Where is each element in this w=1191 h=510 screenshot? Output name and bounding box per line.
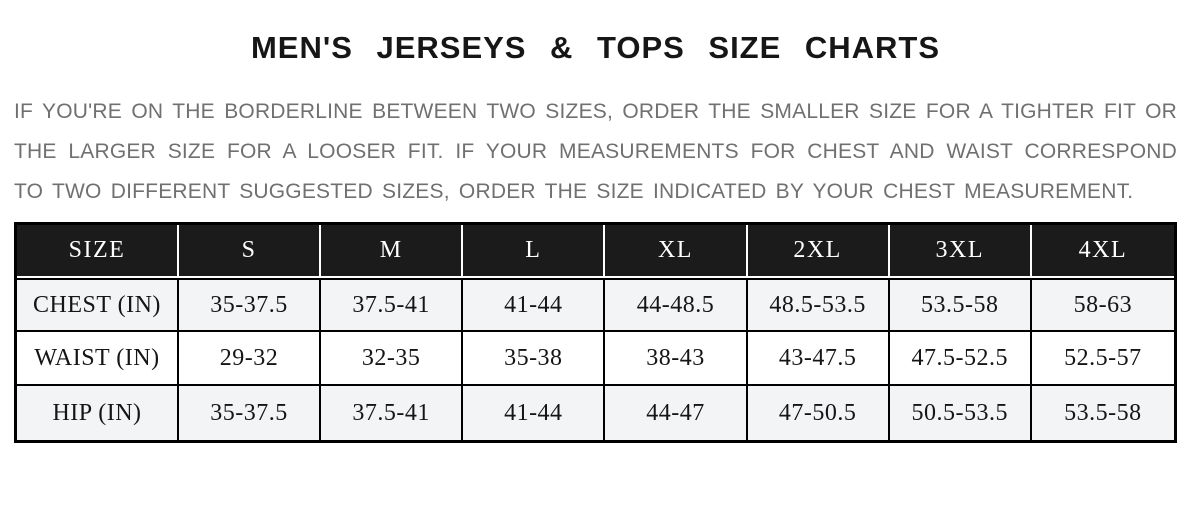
table-row-chest [17, 278, 1174, 332]
table-cell: 29-32 [179, 332, 321, 386]
row-label-hip: HIP (IN) [17, 386, 179, 440]
row-label-chest: CHEST (IN) [17, 278, 179, 332]
table-header-row [17, 225, 1174, 278]
column-header-l: L [463, 225, 605, 278]
size-chart-table [14, 222, 1177, 443]
table-cell: 53.5-58 [890, 278, 1032, 332]
column-header-3xl: 3XL [890, 225, 1032, 278]
table-cell: 47.5-52.5 [890, 332, 1032, 386]
table-cell: 58-63 [1032, 278, 1174, 332]
table-cell: 52.5-57 [1032, 332, 1174, 386]
table-cell: 50.5-53.5 [890, 386, 1032, 440]
table-cell: 44-47 [605, 386, 747, 440]
table-cell: 43-47.5 [748, 332, 890, 386]
table-cell: 35-37.5 [179, 386, 321, 440]
table-cell: 47-50.5 [748, 386, 890, 440]
table-row-hip [17, 386, 1174, 440]
column-header-4xl: 4XL [1032, 225, 1174, 278]
page-title: MEN'S JERSEYS & TOPS SIZE CHARTS [250, 30, 941, 65]
table-cell: 41-44 [463, 278, 605, 332]
table-cell: 44-48.5 [605, 278, 747, 332]
row-label-waist: WAIST (IN) [17, 332, 179, 386]
table-cell: 53.5-58 [1032, 386, 1174, 440]
sizing-advice-paragraph: IF YOU'RE ON THE BORDERLINE BETWEEN TWO SIZES, ORDER THE SMALLER SIZE FOR A TIGHTER FIT OR THE LARGER SIZE FOR A LOOSER FIT. IF YOUR MEASUREMENTS FOR CHEST AND WAIST CORRESPOND TO TWO DIFFERENT SUGGESTED SIZES, ORDER THE SIZE INDICATED BY YOUR CHEST MEASUREMENT. [14, 100, 1177, 203]
column-header-size: SIZE [17, 225, 179, 278]
table-cell: 37.5-41 [321, 278, 463, 332]
column-header-2xl: 2XL [748, 225, 890, 278]
table-row-waist [17, 332, 1174, 386]
column-header-xl: XL [605, 225, 747, 278]
table-cell: 35-37.5 [179, 278, 321, 332]
table-cell: 35-38 [463, 332, 605, 386]
column-header-m: M [321, 225, 463, 278]
table-cell: 48.5-53.5 [748, 278, 890, 332]
table-cell: 37.5-41 [321, 386, 463, 440]
column-header-s: S [179, 225, 321, 278]
table-cell: 38-43 [605, 332, 747, 386]
table-cell: 32-35 [321, 332, 463, 386]
table-cell: 41-44 [463, 386, 605, 440]
